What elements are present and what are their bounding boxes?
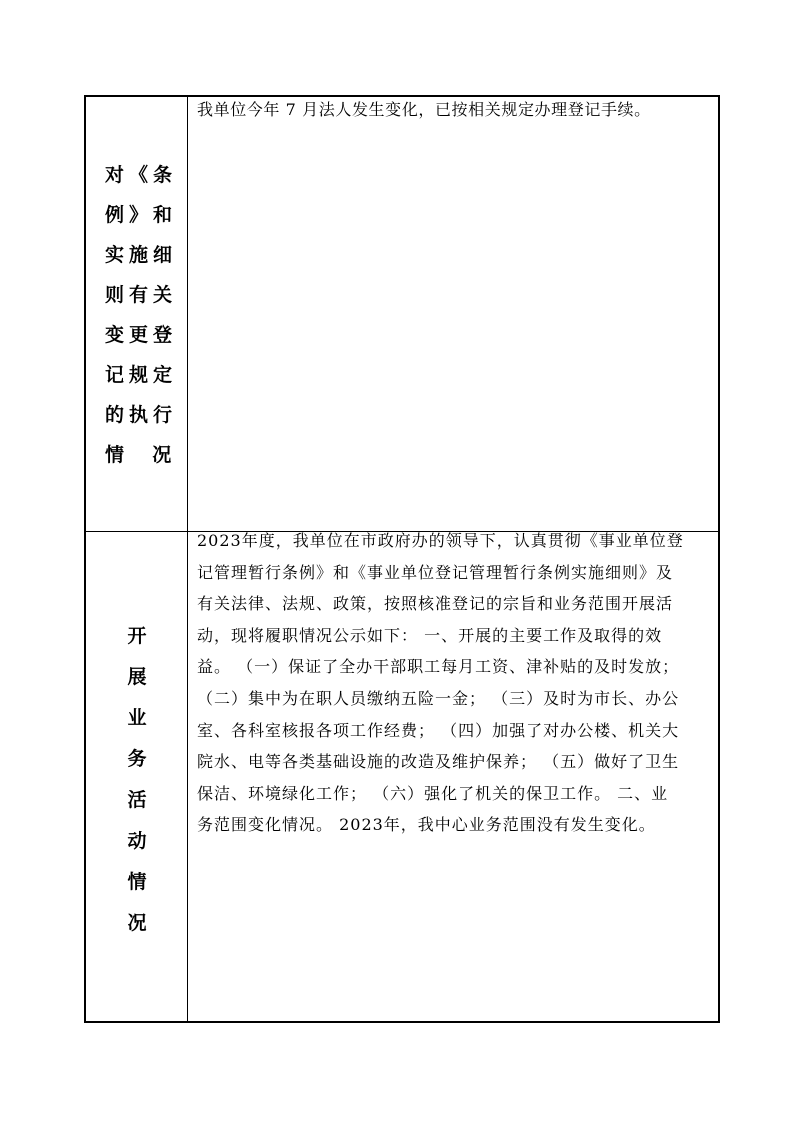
row-label-cell (86, 97, 188, 531)
label-line: 变更登 (105, 324, 178, 346)
table-row-regulation-execution (86, 97, 718, 532)
label-char: 开 (127, 625, 147, 647)
label-char: 动 (127, 830, 147, 852)
regulation-execution-text: 我单位今年 7 月法人发生变化，已按相关规定办理登记手续。 (197, 100, 651, 119)
paragraph-line: 记管理暂行条例》和《事业单位登记管理暂行条例实施细则》及 (197, 562, 674, 582)
label-char: 务 (127, 748, 147, 770)
paragraph-line: 有关法律、法规、政策，按照核准登记的宗旨和业务范围开展活 (197, 594, 674, 614)
business-activities-text (197, 525, 712, 841)
label-char: 业 (127, 707, 147, 729)
label-line: 情 况 (105, 444, 177, 466)
label-line: 记规定 (105, 364, 178, 386)
label-line: 例》和 (105, 204, 178, 226)
report-table (84, 95, 720, 1023)
row-content-cell (188, 97, 718, 531)
paragraph-line: 动，现将履职情况公示如下： 一、开展的主要工作及取得的效 (197, 625, 663, 645)
paragraph-line: 益。 （一）保证了全办干部职工每月工资、津补贴的及时发放； (197, 657, 680, 677)
row-label-cell (86, 532, 188, 1021)
label-line: 对《条 (105, 164, 178, 186)
label-char: 情 (127, 871, 147, 893)
paragraph-line: 室、各科室核报各项工作经费； （四）加强了对办公楼、机关大 (197, 720, 680, 740)
row-label-regulation-execution (105, 155, 177, 475)
label-char: 展 (127, 666, 147, 688)
label-line: 实施细 (105, 244, 178, 266)
row-label-business-activities (86, 616, 188, 944)
paragraph-line: 2023年度，我单位在市政府办的领导下，认真贯彻《事业单位登 (197, 531, 684, 550)
label-line: 则有关 (105, 284, 178, 306)
label-char: 况 (127, 912, 147, 934)
paragraph-line: （二）集中为在职人员缴纳五险一金； （三）及时为市长、办公 (197, 688, 680, 708)
label-char: 活 (127, 789, 147, 811)
paragraph-line: 保洁、环境绿化工作； （六）强化了机关的保卫工作。 二、业 (197, 783, 669, 803)
table-row-business-activities (86, 532, 718, 1021)
label-line: 的执行 (105, 404, 178, 426)
paragraph-line: 院水、电等各类基础设施的改造及维护保养； （五）做好了卫生 (197, 752, 680, 772)
paragraph-line: 务范围变化情况。 2023年，我中心业务范围没有发生变化。 (197, 815, 656, 835)
row-content-cell (188, 532, 718, 1021)
